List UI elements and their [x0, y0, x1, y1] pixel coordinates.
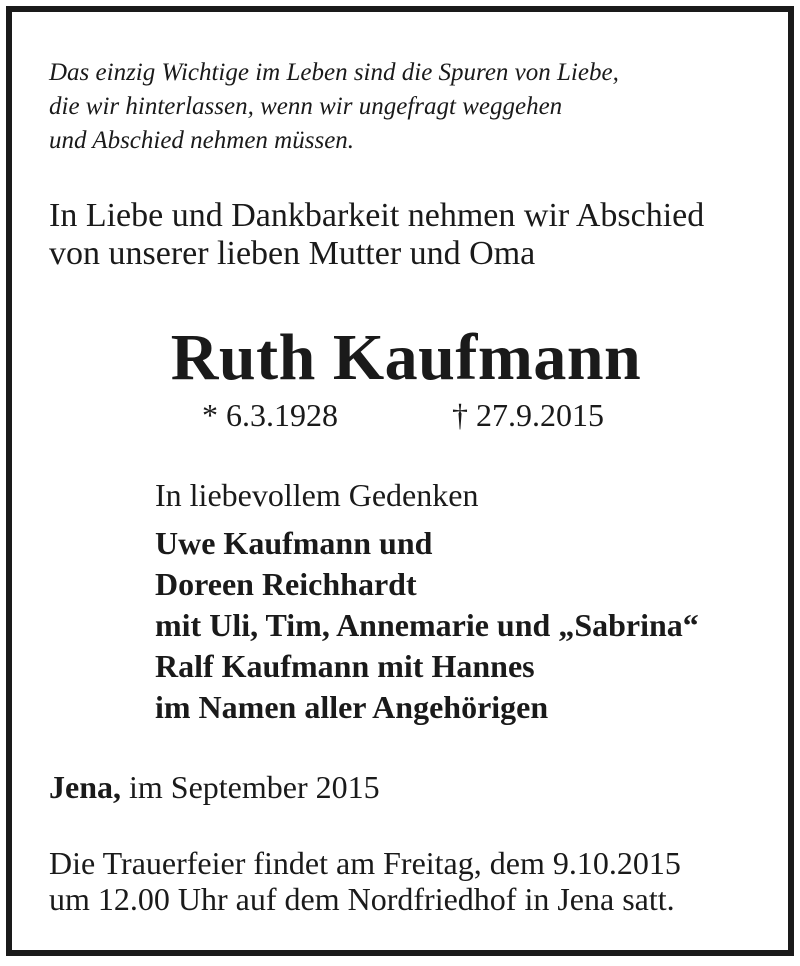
obituary-frame	[6, 6, 794, 956]
place-city: Jena,	[49, 769, 121, 805]
deceased-name: Ruth Kaufmann	[170, 321, 642, 394]
quote-line-1: Das einzig Wichtige im Leben sind die Spuren von Liebe,	[49, 59, 619, 86]
place-date	[49, 769, 380, 805]
intro-line-2: von unserer lieben Mutter und Oma	[49, 235, 536, 272]
mourner-line-2: Doreen Reichhardt	[155, 566, 417, 602]
memory-heading: In liebevollem Gedenken	[155, 477, 479, 513]
quote-line-3: und Abschied nehmen müssen.	[49, 127, 355, 154]
mourner-line-4: Ralf Kaufmann mit Hannes	[155, 648, 535, 684]
mourner-line-1: Uwe Kaufmann und	[155, 525, 433, 561]
service-line-1: Die Trauerfeier findet am Freitag, dem 9.10.2015	[49, 845, 681, 881]
mourner-line-5: im Namen aller Angehörigen	[155, 689, 549, 725]
death-date: † 27.9.2015	[452, 397, 604, 433]
birth-date: * 6.3.1928	[202, 397, 338, 433]
quote-line-2: die wir hinterlassen, wenn wir ungefragt weggehen	[49, 93, 563, 120]
service-line-2: um 12.00 Uhr auf dem Nordfriedhof in Jena satt.	[49, 881, 675, 917]
place-date-text: im September 2015	[121, 769, 380, 805]
intro-line-1: In Liebe und Dankbarkeit nehmen wir Abschied	[49, 197, 705, 234]
mourner-line-3: mit Uli, Tim, Annemarie und „Sabrina“	[155, 607, 699, 643]
